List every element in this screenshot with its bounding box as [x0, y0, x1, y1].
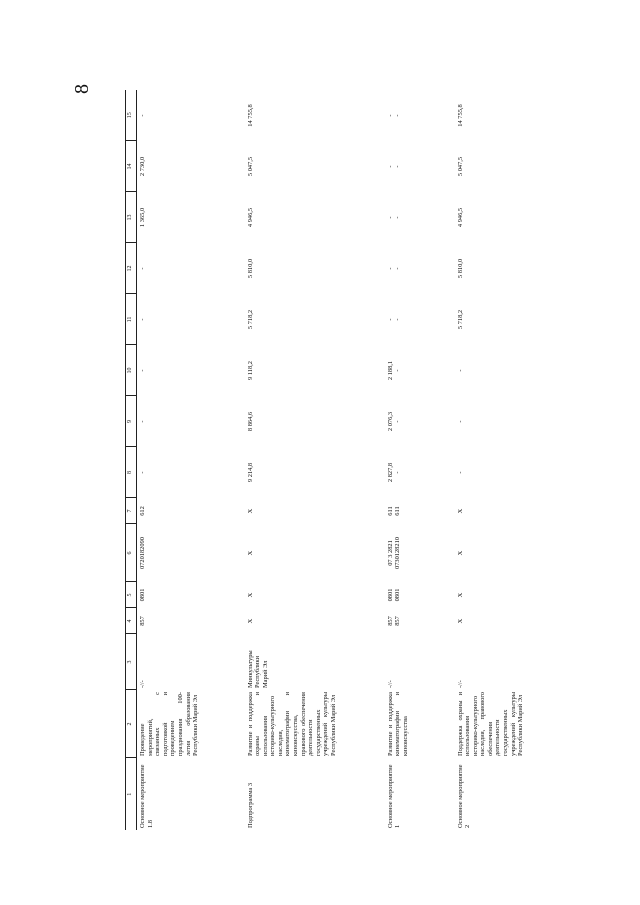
amount-col-13: 1 365,0: [139, 207, 146, 228]
row-description: Развитие и поддержка охраны и использования историко-культурного наследия, кинематографии и киноискусства, правового обеспечения деятельности государственных учреждений культуры Республики Марий Эл: [246, 692, 338, 756]
amount-col-12: -: [139, 267, 146, 270]
amount-col-9: 2 076,3 -: [386, 411, 402, 432]
amount-col-13: - -: [386, 216, 402, 219]
column-number-8: 8: [126, 447, 137, 498]
code-expense-type: X: [456, 508, 464, 514]
responsible-executor: -//-: [386, 680, 394, 688]
amount-col-8: -: [139, 471, 146, 474]
column-number-15: 15: [126, 90, 137, 141]
column-number-header-row: [126, 90, 137, 830]
rotated-table-container: [125, 90, 635, 830]
amount-col-8: 2 827,8 -: [386, 462, 402, 483]
amount-col-11: - -: [386, 318, 402, 321]
row-description: Проведение мероприятий, связанных с подготовкой и проведением празднования 100-летия образования Республики Марий Эл: [139, 692, 200, 756]
table-row: [385, 90, 455, 830]
column-number-2: 2: [126, 690, 137, 758]
row-title: Основное мероприятие 2: [456, 764, 472, 828]
column-number-4: 4: [126, 608, 137, 634]
code-grbs: X: [246, 618, 254, 624]
code-expense-type: 611 611: [386, 506, 402, 516]
column-number-11: 11: [126, 294, 137, 345]
amount-col-15: -: [139, 114, 146, 117]
code-section: 0801 0801: [386, 588, 402, 602]
row-title: Подпрограмма 3: [246, 782, 254, 828]
row-title: Основное мероприятие 1.8: [139, 764, 154, 828]
column-number-7: 7: [126, 498, 137, 524]
column-number-1: 1: [126, 758, 137, 830]
amount-col-9: 8 864,6: [246, 411, 254, 432]
amount-col-14: 5 047,5: [456, 156, 464, 177]
column-number-12: 12: [126, 243, 137, 294]
column-number-10: 10: [126, 345, 137, 396]
row-description: Развитие и поддержка кинематографии и киноискусства: [386, 692, 409, 756]
amount-col-13: 4 946,5: [456, 207, 464, 228]
column-number-3: 3: [126, 634, 137, 690]
amount-col-14: - -: [386, 165, 402, 168]
amount-col-12: 5 810,0: [456, 258, 464, 279]
responsible-executor: Минкультуры Республики Марий Эл: [246, 650, 269, 688]
code-target-article: X: [456, 550, 464, 556]
amount-col-15: - -: [386, 114, 402, 117]
amount-col-11: -: [139, 318, 146, 321]
amount-col-12: 5 810,0: [246, 258, 254, 279]
code-section: 0801: [139, 588, 146, 602]
table-row: [455, 90, 605, 830]
code-grbs: 857 857: [386, 616, 402, 626]
row-description: Поддержка охраны и использования историко-культурного наследия, правового обеспечения деятельности государственных учреждений культуры Республики Марий Эл: [456, 692, 525, 756]
code-expense-type: 612: [139, 506, 146, 516]
page-number: 8: [71, 84, 93, 94]
amount-col-14: 5 047,5: [246, 156, 254, 177]
amount-col-8: -: [456, 471, 464, 474]
code-target-article: 07 3 2821 0730128210: [386, 537, 402, 569]
amount-col-9: -: [456, 420, 464, 423]
column-number-9: 9: [126, 396, 137, 447]
responsible-executor: -//-: [139, 680, 146, 688]
column-number-5: 5: [126, 582, 137, 608]
amount-col-12: - -: [386, 267, 402, 270]
amount-col-10: 2 188,1 -: [386, 360, 402, 381]
code-target-article: X: [246, 550, 254, 556]
amount-col-11: 5 718,2: [246, 309, 254, 330]
code-grbs: 857: [139, 616, 146, 626]
amount-col-8: 9 214,8: [246, 462, 254, 483]
column-number-6: 6: [126, 524, 137, 582]
table-row: [137, 90, 245, 830]
code-expense-type: X: [246, 508, 254, 514]
column-number-14: 14: [126, 141, 137, 192]
program-funding-table: [125, 90, 605, 830]
row-title: Основное мероприятие 1: [386, 764, 402, 828]
amount-col-13: 4 946,5: [246, 207, 254, 228]
amount-col-15: 14 755,8: [246, 104, 254, 127]
amount-col-10: 9 118,2: [246, 361, 254, 380]
column-number-13: 13: [126, 192, 137, 243]
amount-col-9: -: [139, 420, 146, 423]
amount-col-14: 2 730,0: [139, 156, 146, 177]
table-row: [245, 90, 385, 830]
amount-col-15: 14 755,8: [456, 104, 464, 127]
code-section: X: [246, 592, 254, 598]
code-target-article: 0720182090: [139, 537, 146, 569]
responsible-executor: -//-: [456, 680, 464, 688]
code-grbs: X: [456, 618, 464, 624]
amount-col-10: -: [456, 369, 464, 372]
amount-col-10: -: [139, 369, 146, 372]
code-section: X: [456, 592, 464, 598]
amount-col-11: 5 718,2: [456, 309, 464, 330]
